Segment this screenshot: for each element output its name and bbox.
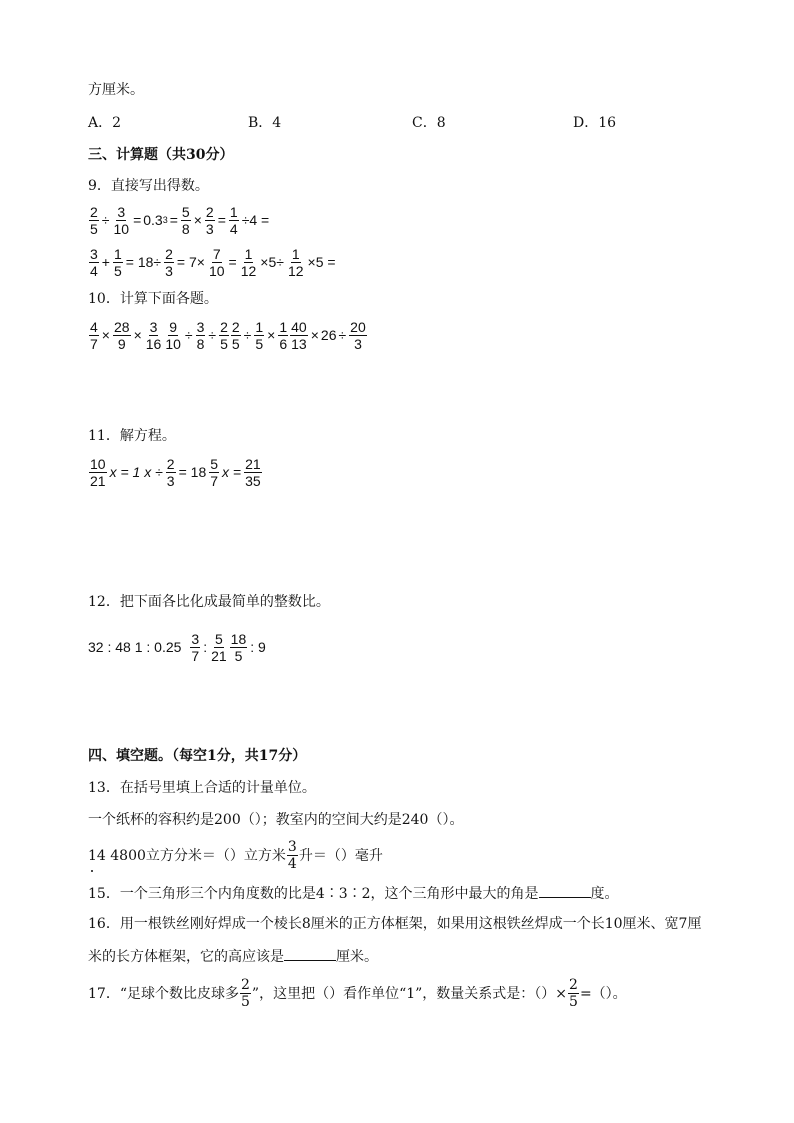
q10-prompt: 10．计算下面各题。 [88,291,218,307]
option-a: A．2 [88,115,122,131]
fraction: $\frac{1}{12}$ [287,245,304,279]
q16-line2: 米的长方体框架，它的高应该是 厘米。 [88,946,378,967]
q12-prompt: 12．把下面各比化成最简单的整数比。 [88,594,330,610]
option-c: C．8 [412,115,446,131]
answer-blank[interactable] [539,883,591,898]
q12-ratios: 32 : 48 1 : 0.25 $\frac{3}{7}$ : $\frac{5}{21}$ $\frac{18}{5}$ : 9 [88,630,266,664]
q11-prompt: 11．解方程。 [88,428,176,444]
option-d: D．16 [573,115,617,131]
fraction: $\frac{2}{3}$ [165,245,173,279]
fraction: $\frac{7}{10}$ [208,245,225,279]
prev-question-tail: 方厘米。 [88,82,144,98]
fraction: $\frac{2}{5}$ [90,203,98,237]
q14-line: 14 4800立方分米＝（）立方米 $\frac{3}{4}$ 升＝（）毫升 [88,838,383,872]
q15-line: 15．一个三角形三个内角度数的比是4∶3∶2，这个三角形中最大的角是 度。 [88,883,619,904]
q17-line: 17．“足球个数比皮球多 $\frac{2}{5}$ ”，这里把（）看作单位“1”，数量关系式是：（）× $\frac{2}{5}$ =（）。 [88,976,627,1010]
fraction: $\frac{1}{4}$ [229,203,238,237]
fraction: $\frac{2}{3}$ [205,203,214,237]
q16-line1: 16．用一根铁丝刚好焊成一个棱长8厘米的正方体框架，如果用这根铁丝焊成一个长10厘米、宽7厘 [88,916,702,932]
q9-row2: $\frac{3}{4}$ + $\frac{1}{5}$ = 18÷ $\frac{2}{3}$ = 7× $\frac{7}{10}$ = $\frac{1}{12}$ ×5÷ $\frac{1}{12}$ ×5 = [90,245,336,279]
answer-blank[interactable] [284,946,336,961]
fraction: $\frac{1}{5}$ [113,245,122,279]
q13-line: 一个纸杯的容积约是200（）；教室内的空间大约是240（）。 [88,812,464,828]
section-title-fill-in: 四、填空题。（每空1分，共17分） [88,748,307,764]
option-b: B．4 [248,115,282,131]
fraction: $\frac{3}{4}$ [90,245,98,279]
fraction: $\frac{3}{10}$ [113,203,130,237]
dot-mark [91,870,93,872]
q11-equations: $\frac{10}{21}$ x = 1 x ÷ $\frac{2}{3}$ = 18 $\frac{5}{7}$ x = $\frac{21}{35}$ [90,455,261,489]
q9-prompt: 9．直接写出得数。 [88,178,209,194]
fraction: $\frac{5}{8}$ [181,203,190,237]
q9-row1: $\frac{2}{5}$ ÷ $\frac{3}{10}$ = 0.3 3 = $\frac{5}{8}$ × $\frac{2}{3}$ = $\frac{1}{4}$ ÷4 = [90,203,270,237]
q13-prompt: 13．在括号里填上合适的计量单位。 [88,780,316,796]
q10-expressions: $\frac{4}{7}$ × $\frac{28}{9}$ × $\frac{3}{16}$ $\frac{9}{10}$ ÷ $\frac{3}{8}$ ÷ $\frac{2}{5}$ $\frac{2}{5}$ ÷ $\frac{1}{5}$ × $\frac{1}{6}$ $\frac{40}{13}$ × 26 ÷ $\frac{20}{3}$ [90,318,366,352]
section-title-calculation: 三、计算题（共30分） [88,147,234,163]
fraction: $\frac{1}{12}$ [240,245,257,279]
